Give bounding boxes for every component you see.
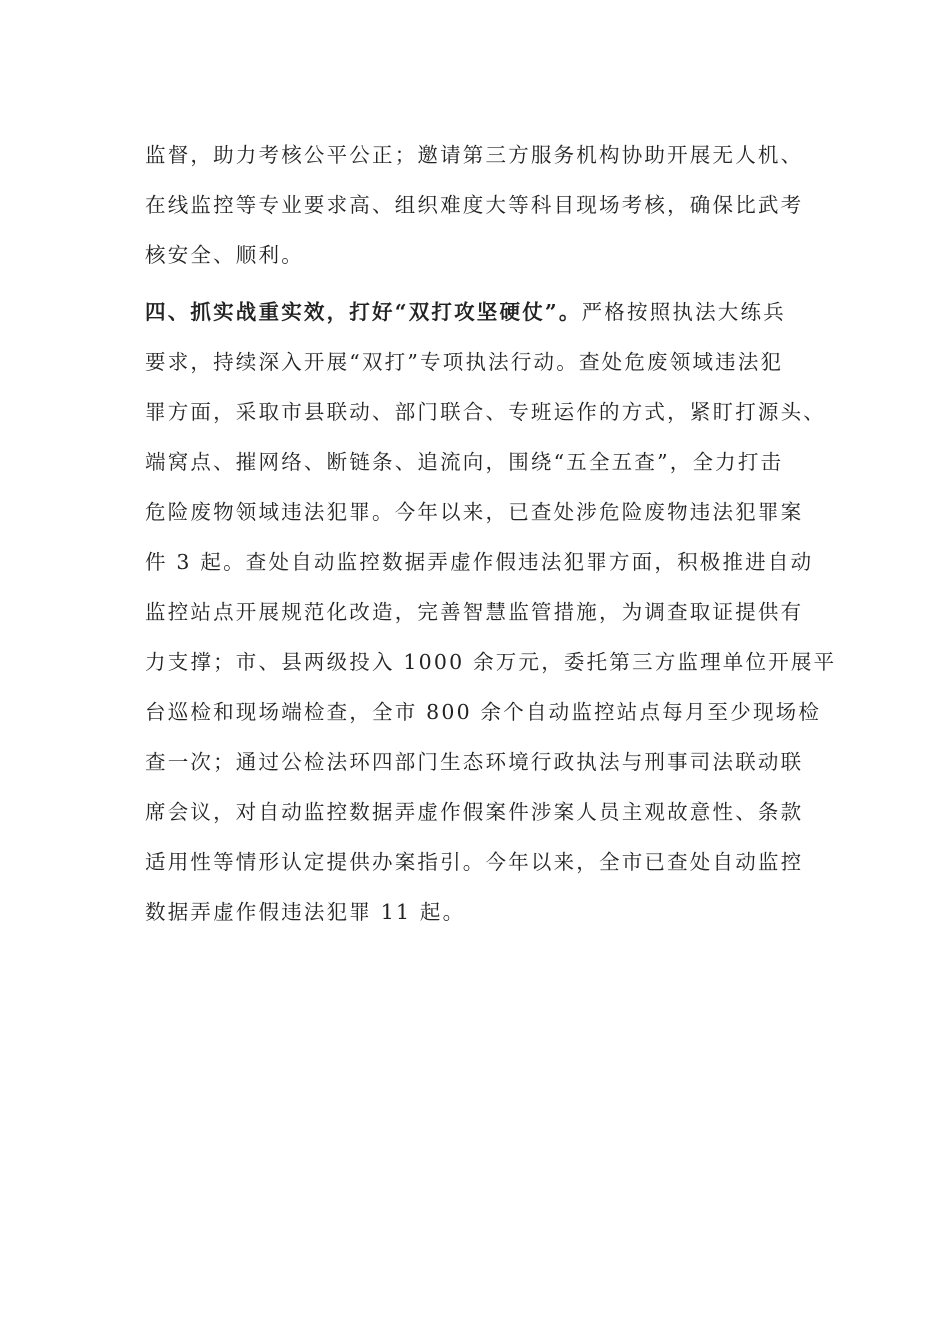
paragraph-2-line: 监控站点开展规范化改造，完善智慧监管措施，为调查取证提供有 — [145, 600, 804, 624]
paragraph-2-line: 要求，持续深入开展“双打”专项执法行动。查处危废领域违法犯 — [145, 350, 784, 374]
paragraph-2-line: 查一次；通过公检法环四部门生态环境行政执法与刑事司法联动联 — [145, 750, 804, 774]
paragraph-2-line: 力支撑；市、县两级投入 1000 余万元，委托第三方监理单位开展平 — [145, 650, 837, 674]
paragraph-2-line: 台巡检和现场端检查，全市 800 余个自动监控站点每月至少现场检 — [145, 700, 822, 724]
paragraph-2-line: 适用性等情形认定提供办案指引。今年以来，全市已查处自动监控 — [145, 850, 804, 874]
paragraph-2 — [145, 287, 845, 937]
paragraph-2-line: 件 3 起。查处自动监控数据弄虚作假违法犯罪方面，积极推进自动 — [145, 550, 814, 574]
paragraph-1-line: 监督，助力考核公平公正；邀请第三方服务机构协助开展无人机、 — [145, 143, 804, 167]
paragraph-1-line: 核安全、顺利。 — [145, 243, 304, 267]
section-heading: 四、抓实战重实效，打好“双打攻坚硬仗”。 — [145, 300, 582, 324]
paragraph-2-first-line — [145, 287, 845, 337]
heading-line-rest: 严格按照执法大练兵 — [581, 300, 786, 324]
paragraph-1 — [145, 130, 845, 280]
paragraph-1-line: 在线监控等专业要求高、组织难度大等科目现场考核，确保比武考 — [145, 193, 804, 217]
paragraph-2-line: 危险废物领域违法犯罪。今年以来，已查处涉危险废物违法犯罪案 — [145, 500, 804, 524]
paragraph-2-line: 席会议，对自动监控数据弄虚作假案件涉案人员主观故意性、条款 — [145, 800, 804, 824]
paragraph-2-line: 数据弄虚作假违法犯罪 11 起。 — [145, 900, 466, 924]
paragraph-2-line: 罪方面，采取市县联动、部门联合、专班运作的方式，紧盯打源头、 — [145, 400, 826, 424]
paragraph-2-line: 端窝点、摧网络、断链条、追流向，围绕“五全五查”，全力打击 — [145, 450, 784, 474]
